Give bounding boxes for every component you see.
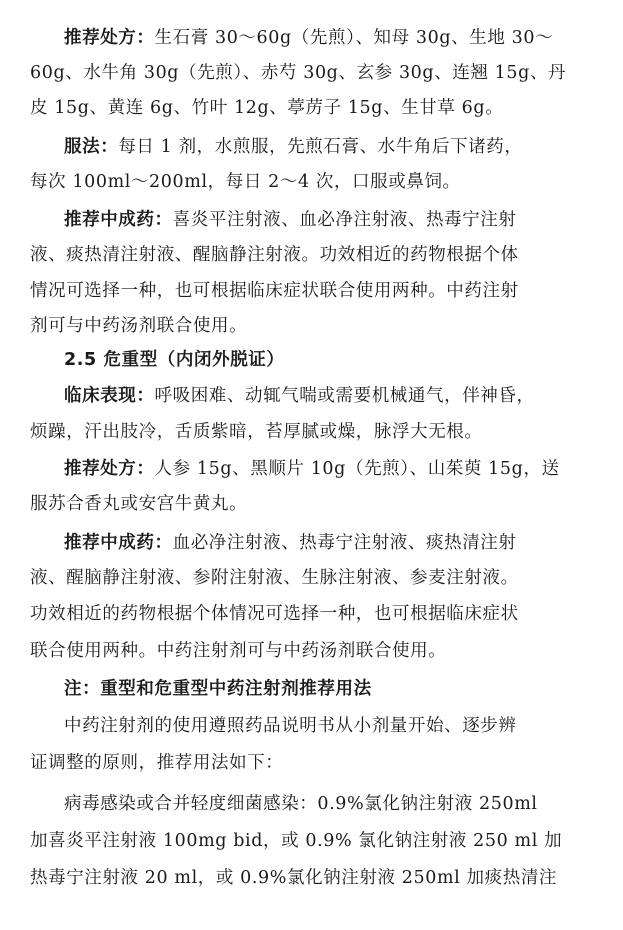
critical-medicine-line-3: 功效相近的药物根据个体情况可选择一种，也可根据临床症状 bbox=[30, 604, 519, 624]
prescription-line-1 bbox=[64, 27, 553, 49]
patent-medicine-line-3: 情况可选择一种，也可根据临床症状联合使用两种。中药注射 bbox=[30, 281, 519, 301]
section-heading: 2.5 危重型（内闭外脱证） bbox=[64, 350, 285, 370]
note-heading: 注：重型和危重型中药注射剂推荐用法 bbox=[64, 679, 372, 699]
patent-medicine-text: 喜炎平注射液、血必净注射液、热毒宁注射 bbox=[172, 210, 517, 230]
patent-medicine-line-1 bbox=[64, 209, 517, 231]
patent-medicine-label: 推荐中成药： bbox=[64, 210, 173, 230]
note-text-line-2: 证调整的原则，推荐用法如下： bbox=[30, 753, 284, 773]
clinical-text: 呼吸困难、动辄气喘或需要机械通气，伴神昏， bbox=[154, 386, 535, 406]
critical-medicine-label: 推荐中成药： bbox=[64, 533, 173, 553]
note-text-line-1: 中药注射剂的使用遵照药品说明书从小剂量开始、逐步辨 bbox=[64, 716, 517, 736]
infection-line-2: 加喜炎平注射液 100mg bid，或 0.9% 氯化钠注射液 250 ml 加 bbox=[30, 831, 563, 851]
usage-line-1 bbox=[64, 136, 522, 158]
clinical-line-1 bbox=[64, 385, 535, 407]
clinical-label: 临床表现： bbox=[64, 386, 155, 406]
clinical-line-2: 烦躁，汗出肢冷，舌质紫暗，苔厚腻或燥，脉浮大无根。 bbox=[30, 422, 483, 442]
usage-text: 每日 1 剂，水煎服，先煎石膏、水牛角后下诸药， bbox=[118, 137, 523, 157]
critical-prescription-line-2: 服苏合香丸或安宫牛黄丸。 bbox=[30, 494, 248, 514]
patent-medicine-line-2: 液、痰热清注射液、醒脑静注射液。功效相近的药物根据个体 bbox=[30, 245, 519, 265]
usage-label: 服法： bbox=[64, 137, 119, 157]
critical-medicine-line-1 bbox=[64, 532, 517, 554]
usage-line-2: 每次 100ml～200ml，每日 2～4 次，口服或鼻饲。 bbox=[30, 172, 461, 192]
critical-prescription-line-1 bbox=[64, 458, 560, 480]
prescription-line-2: 60g、水牛角 30g（先煎）、赤芍 30g、玄参 30g、连翘 15g、丹 bbox=[30, 63, 567, 83]
patent-medicine-line-4: 剂可与中药汤剂联合使用。 bbox=[30, 316, 248, 336]
prescription-line-3: 皮 15g、黄连 6g、竹叶 12g、葶苈子 15g、生甘草 6g。 bbox=[30, 98, 504, 118]
critical-medicine-text: 血必净注射液、热毒宁注射液、痰热清注射 bbox=[172, 533, 517, 553]
critical-medicine-line-4: 联合使用两种。中药注射剂可与中药汤剂联合使用。 bbox=[30, 641, 447, 661]
critical-medicine-line-2: 液、醒脑静注射液、参附注射液、生脉注射液、参麦注射液。 bbox=[30, 568, 519, 588]
infection-line-1: 病毒感染或合并轻度细菌感染：0.9%氯化钠注射液 250ml bbox=[64, 794, 538, 814]
prescription-text: 生石膏 30～60g（先煎）、知母 30g、生地 30～ bbox=[154, 28, 554, 48]
prescription-label: 推荐处方： bbox=[64, 28, 155, 48]
infection-line-3: 热毒宁注射液 20 ml，或 0.9%氯化钠注射液 250ml 加痰热清注 bbox=[30, 868, 558, 888]
critical-prescription-label: 推荐处方： bbox=[64, 459, 155, 479]
critical-prescription-text: 人参 15g、黑顺片 10g（先煎）、山茱萸 15g，送 bbox=[154, 459, 560, 479]
